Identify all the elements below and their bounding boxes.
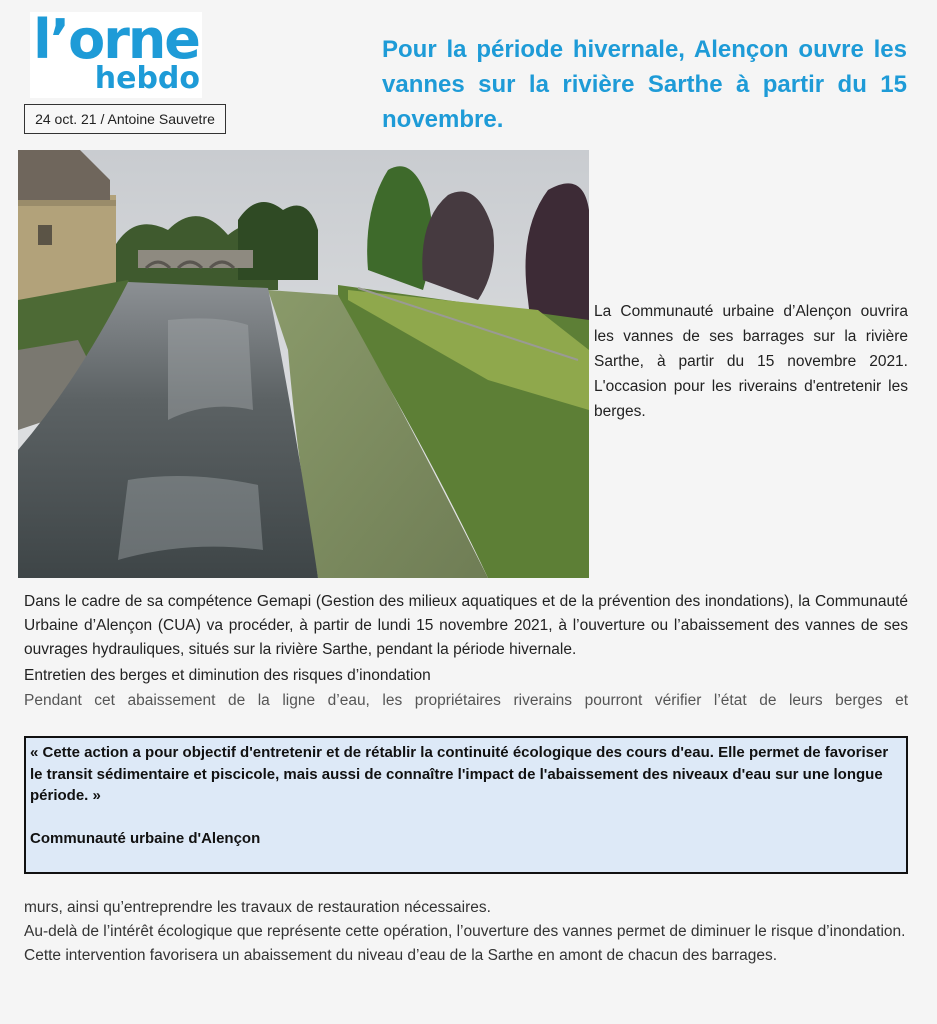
river-photo [18, 150, 589, 578]
headline: Pour la période hivernale, Alençon ouvre les vannes sur la rivière Sarthe à partir du 15 novembre. [382, 36, 907, 133]
quote-text: « Cette action a pour objectif d'entretenir et de rétablir la continuité écologique des cours d'eau. Elle permet de favoriser le transit sédimentaire et piscicole, mais aussi de connaître l'impact de l'abaissement des niveaux d'eau sur une longue période. » [30, 744, 889, 804]
body-paragraph-4: Cette intervention favorisera un abaissement du niveau d’eau de la Sarthe en amont de chacun des barrages. [24, 947, 778, 964]
article-body-continued [24, 896, 908, 968]
logo [30, 8, 202, 98]
subheading: Entretien des berges et diminution des risques d’inondation [24, 667, 431, 684]
byline: 24 oct. 21 / Antoine Sauvetre [24, 104, 226, 134]
quote-source: Communauté urbaine d'Alençon [30, 829, 261, 847]
body-paragraph-1: Dans le cadre de sa compétence Gemapi (Gestion des milieux aquatiques et de la prévention des inondations), la Communauté Urbaine d’Alençon (CUA) va procéder, à partir de lundi 15 novembre 2021, à l’ouverture ou l’abaissement des vannes de ses ouvrages hydrauliques, situés sur la rivière Sarthe, pendant la période hivernale. [24, 593, 908, 658]
body-paragraph-2-end: murs, ainsi qu’entreprendre les travaux de restauration nécessaires. [24, 899, 491, 916]
article-lead: La Communauté urbaine d’Alençon ouvrira les vannes de ses barrages sur la rivière Sarthe, à partir du 15 novembre 2021. L'occasion pour les riverains d'entretenir les berges. [594, 303, 908, 420]
body-paragraph-3: Au-delà de l’intérêt écologique que représente cette opération, l’ouverture des vannes permet de diminuer le risque d’inondation. [24, 923, 906, 940]
logo-line-2: hebdo [94, 61, 200, 96]
logo-line-1: l’orne [33, 8, 199, 71]
body-paragraph-2-start: Pendant cet abaissement de la ligne d’eau, les propriétaires riverains pourront vérifier l’état de leurs berges et [24, 692, 908, 709]
quote-box [24, 736, 908, 874]
